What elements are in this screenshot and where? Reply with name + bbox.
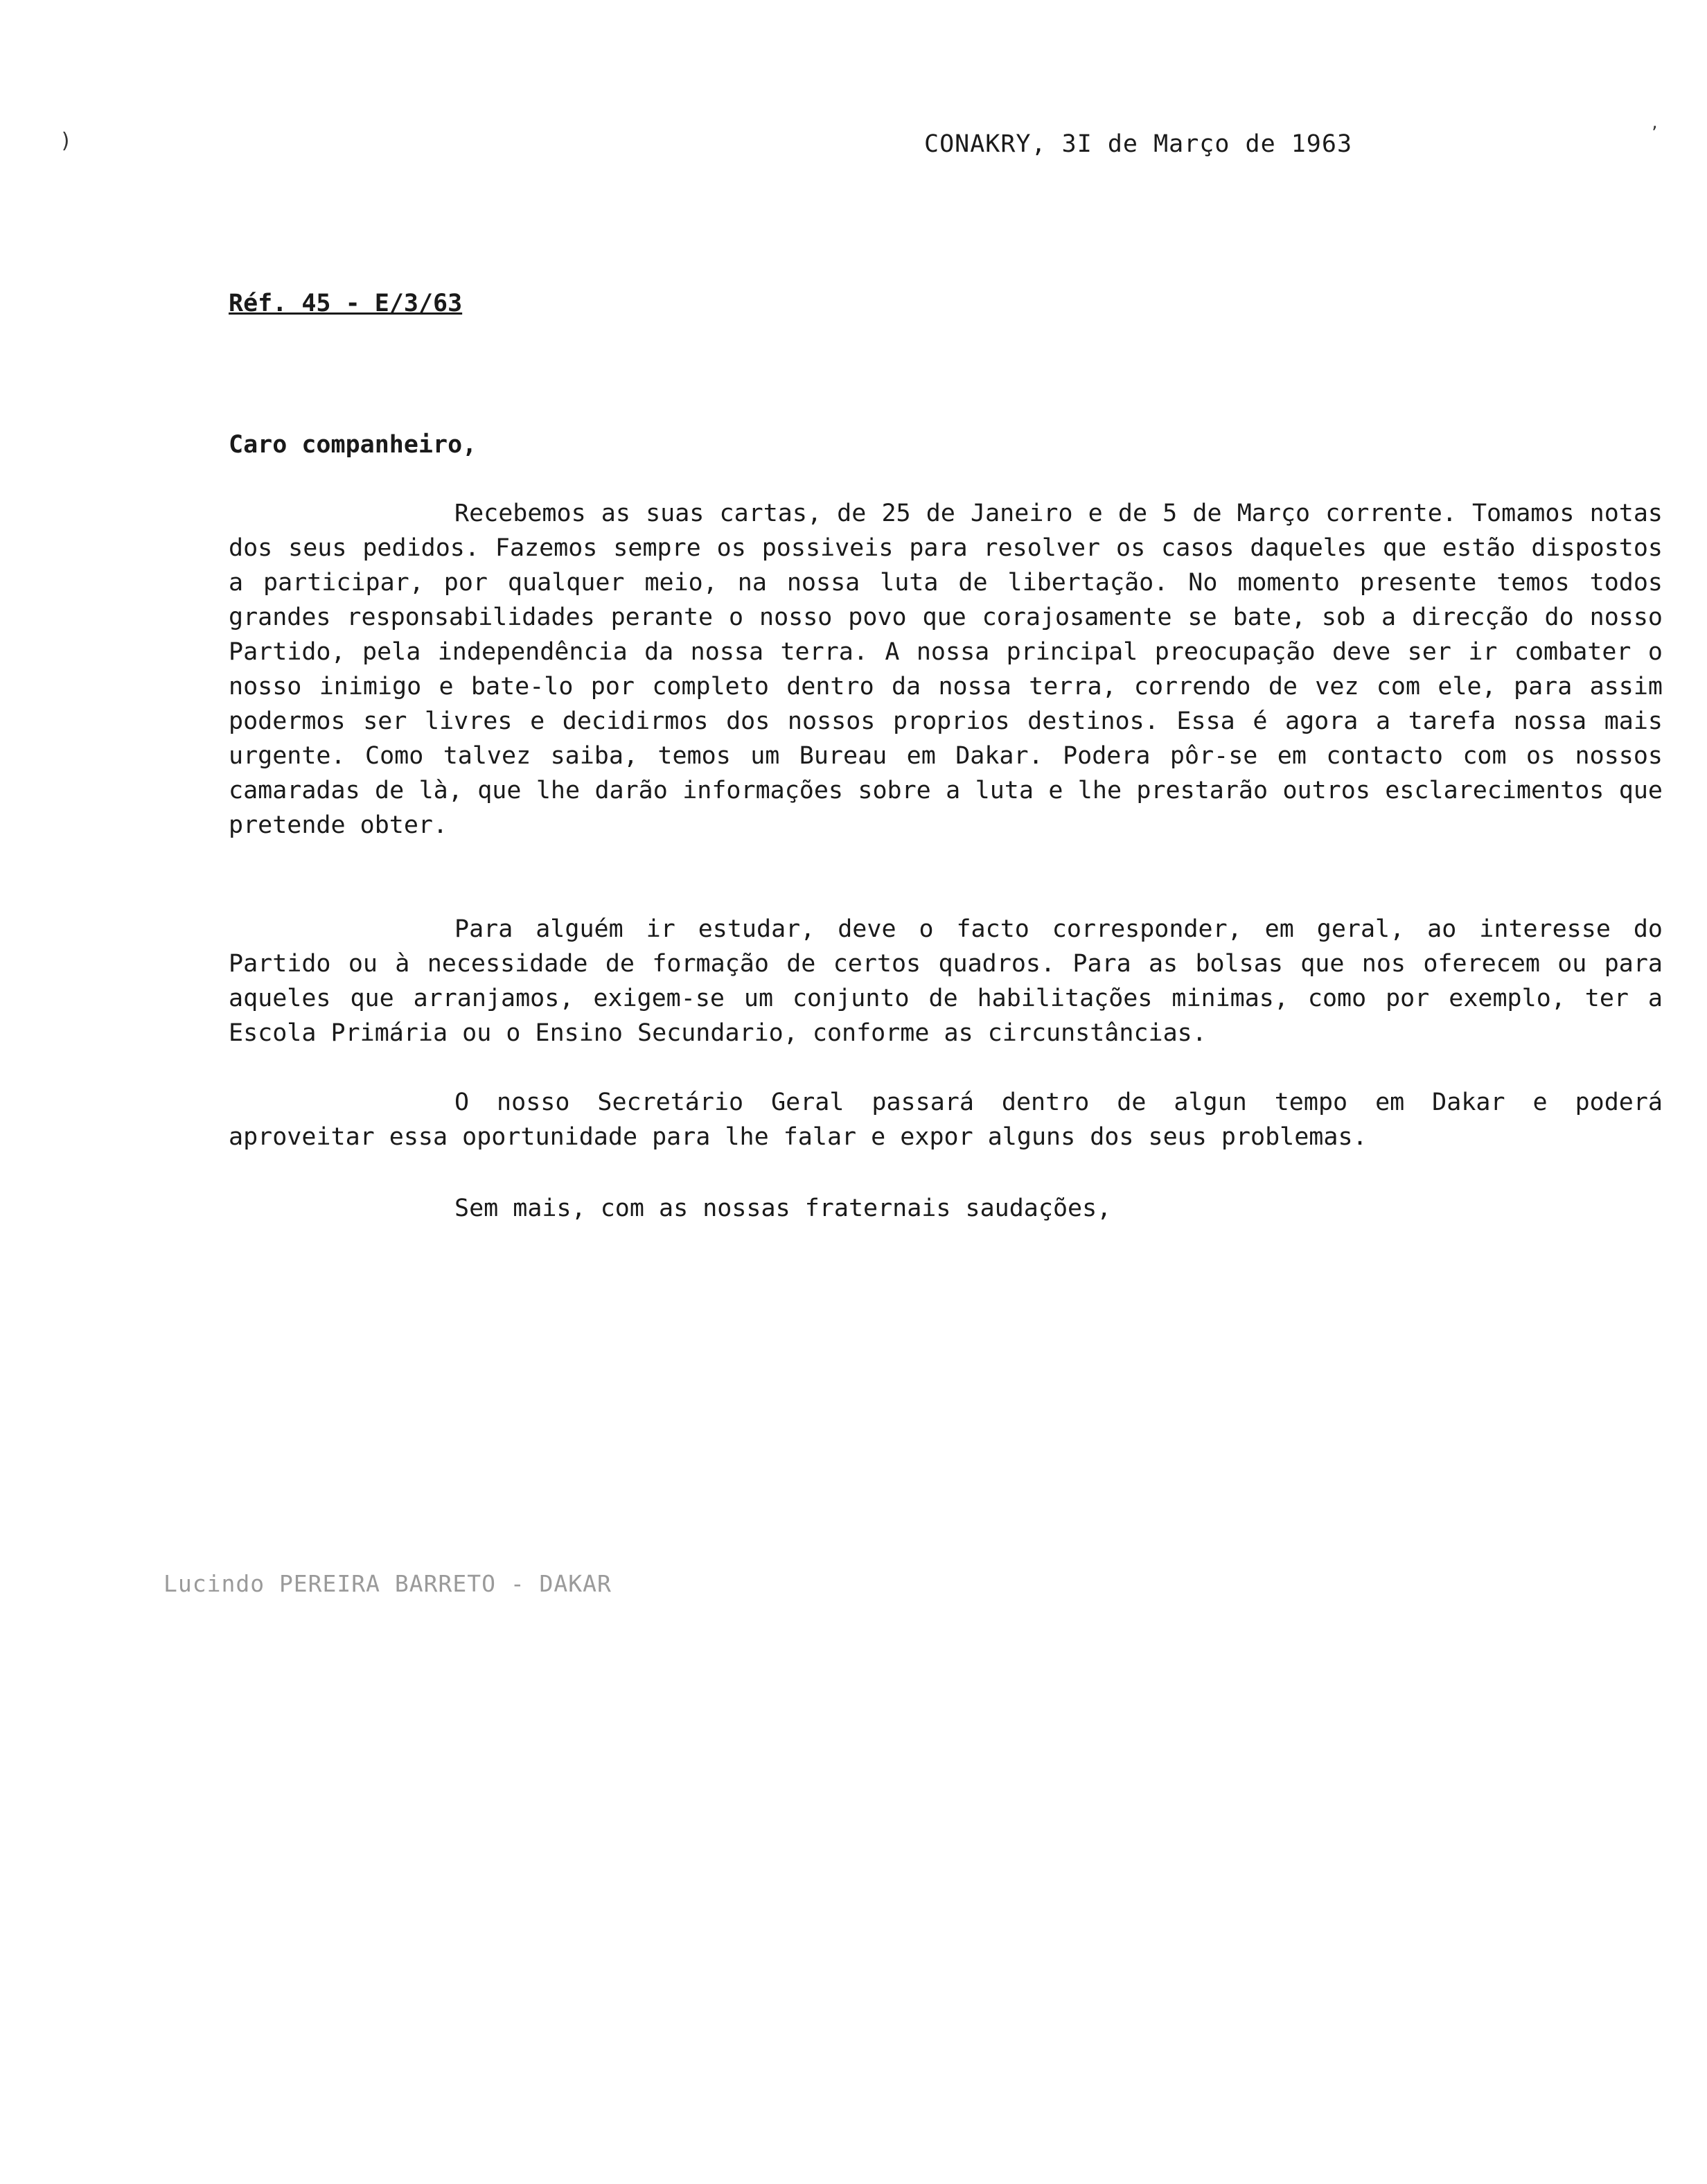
body-paragraph: Recebemos as suas cartas, de 25 de Janeiro e de 5 de Março corrente. Tomamos notas dos seus pedidos. Fazemos sempre os possiveis para resolver os casos daqueles que estão dispostos a participar, por qualquer meio, na nossa luta de libertação. No momento presente temos todos grandes responsabilidades perante o nosso povo que corajosamente se bate, sob a direcção do nosso Partido, pela independência da nossa terra. A nossa principal preocupação deve ser ir combater o nosso inimigo e bate-lo por completo dentro da nossa terra, correndo de vez com ele, para assim podermos ser livres e decidirmos dos nossos proprios destinos. Essa é agora a tarefa nossa mais urgente. Como talvez saiba, temos um Bureau em Dakar. Podera pôr-se em contacto com os nossos camaradas de là, que lhe darão informações sobre a luta e lhe prestarão outros esclarecimentos que pretende obter. — [229, 500, 1663, 839]
closing-line: Sem mais, com as nossas fraternais saudações, — [454, 1195, 1112, 1222]
recipient-line: Lucindo PEREIRA BARRETO - DAKAR — [163, 1570, 612, 1597]
reference-number: Réf. 45 - E/3/63 — [229, 290, 463, 317]
body-paragraph: Para alguém ir estudar, deve o facto corresponder, em geral, ao interesse do Partido ou à necessidade de formação de certos quadros. Para as bolsas que nos oferecem ou para aqueles que arranjamos, exigem-se um conjunto de habilitações minimas, como por exemplo, ter a Escola Primária ou o Ensino Secundario, conforme as circunstâncias. — [229, 915, 1663, 1047]
scan-mark: ) — [60, 129, 73, 153]
scan-mark: , — [1650, 115, 1660, 132]
salutation: Caro companheiro, — [229, 431, 477, 459]
body-paragraph: O nosso Secretário Geral passará dentro de algun tempo em Dakar e poderá aproveitar essa oportunidade para lhe falar e expor alguns dos seus problemas. — [229, 1089, 1663, 1151]
place-date: CONAKRY, 3I de Março de 1963 — [924, 130, 1353, 158]
